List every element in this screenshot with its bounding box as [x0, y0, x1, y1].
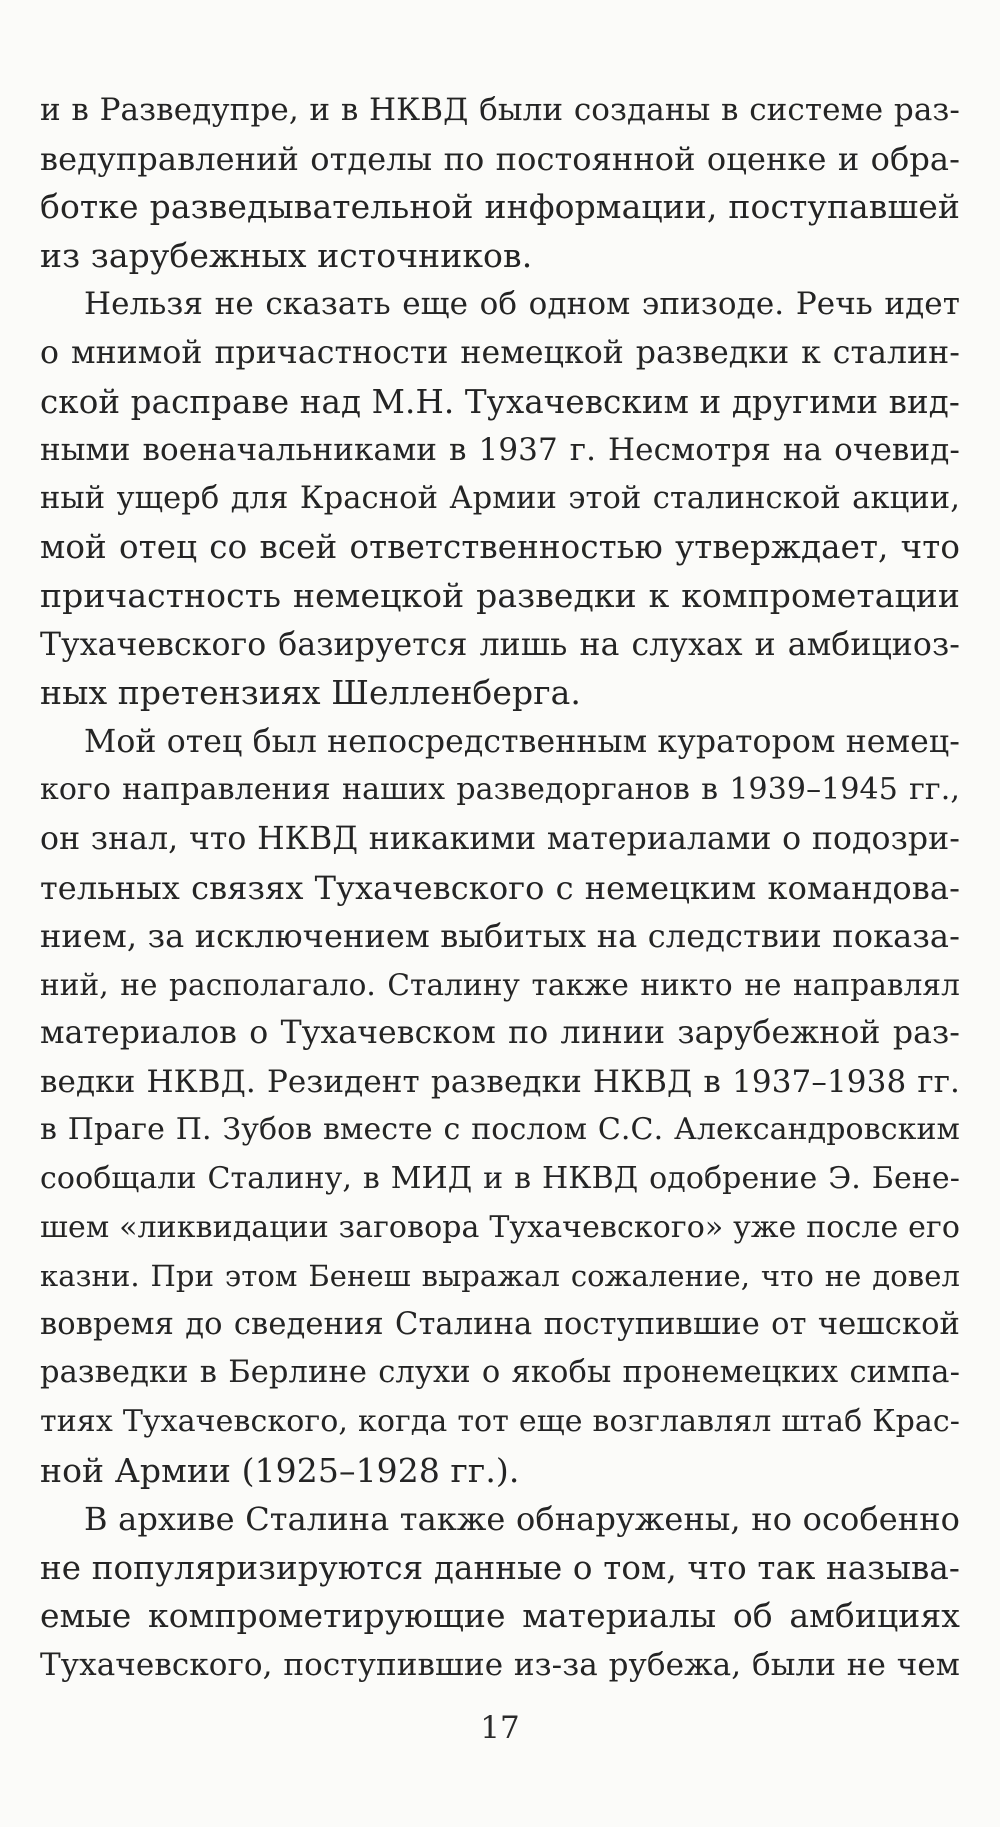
- paragraph: [40, 1495, 960, 1689]
- paragraph: [40, 718, 960, 1496]
- text-line: Нельзя не сказать еще об одном эпизоде. Речь идет: [84, 286, 960, 323]
- text-line: о мнимой причастности немецкой разведки к сталин-: [40, 334, 960, 371]
- text-line: материалов о Тухачевском по линии зарубежной раз-: [40, 1015, 960, 1052]
- text-line: ной Армии (1925–1928 гг.).: [40, 1450, 520, 1490]
- text-line: мой отец со всей ответственностью утверждает, что: [40, 528, 960, 567]
- text-line: не популяризируются данные о том, что так называ-: [40, 1548, 960, 1587]
- text-line: Тухачевского базируется лишь на слухах и амбициоз-: [40, 626, 960, 663]
- text-line: сообщали Сталину, в МИД и в НКВД одобрение Э. Бене-: [40, 1161, 960, 1197]
- text-line: ведки НКВД. Резидент разведки НКВД в 1937–1938 гг.: [40, 1063, 960, 1100]
- text-line: емые компрометирующие материалы об амбициях: [40, 1596, 960, 1636]
- text-line: нием, за исключением выбитых на следствии показа-: [40, 917, 960, 956]
- text-line: казни. При этом Бенеш выражал сожаление, что не довел: [40, 1259, 960, 1294]
- paragraph: [40, 86, 960, 280]
- text-line: кого направления наших разведорганов в 1939–1945 гг.,: [40, 772, 960, 808]
- text-line: и в Разведупре, и в НКВД были созданы в системе раз-: [40, 92, 960, 128]
- text-line: разведки в Берлине слухи о якобы пронемецких симпа-: [40, 1355, 960, 1391]
- text-line: причастность немецкой разведки к компрометации: [40, 575, 960, 615]
- text-line: Мой отец был непосредственным куратором немец-: [84, 723, 960, 760]
- text-line: ными военачальниками в 1937 г. Несмотря на очевид-: [40, 432, 960, 469]
- text-line: Тухачевского, поступившие из-за рубежа, были не чем: [40, 1647, 960, 1683]
- text-line: в Праге П. Зубов вместе с послом С.С. Александровским: [40, 1112, 960, 1148]
- text-line: ных претензиях Шелленберга.: [40, 673, 582, 713]
- text-line: ведуправлений отделы по постоянной оценке и обра-: [40, 139, 960, 178]
- text-line: он знал, что НКВД никакими материалами о подозри-: [40, 820, 960, 857]
- text-line: тиях Тухачевского, когда тот еще возглавлял штаб Крас-: [40, 1404, 960, 1440]
- page-number: 17: [480, 1710, 520, 1746]
- text-line: В архиве Сталина также обнаружены, но особенно: [84, 1500, 960, 1539]
- text-line: шем «ликвидации заговора Тухачевского» уже после его: [40, 1209, 960, 1245]
- text-line: из зарубежных источников.: [40, 235, 533, 275]
- text-line: вовремя до сведения Сталина поступившие от чешской: [40, 1306, 960, 1342]
- text-line: ской расправе над М.Н. Тухачевским и другими вид-: [40, 382, 960, 421]
- text-line: ний, не располагало. Сталину также никто не направлял: [40, 967, 960, 1002]
- paragraph: [40, 280, 960, 717]
- page-body: [40, 86, 960, 1690]
- text-line: ный ущерб для Красной Армии этой сталинской акции,: [40, 480, 960, 516]
- text-line: ботке разведывательной информации, поступавшей: [40, 187, 960, 227]
- text-line: тельных связях Тухачевского с немецким командова-: [40, 868, 960, 907]
